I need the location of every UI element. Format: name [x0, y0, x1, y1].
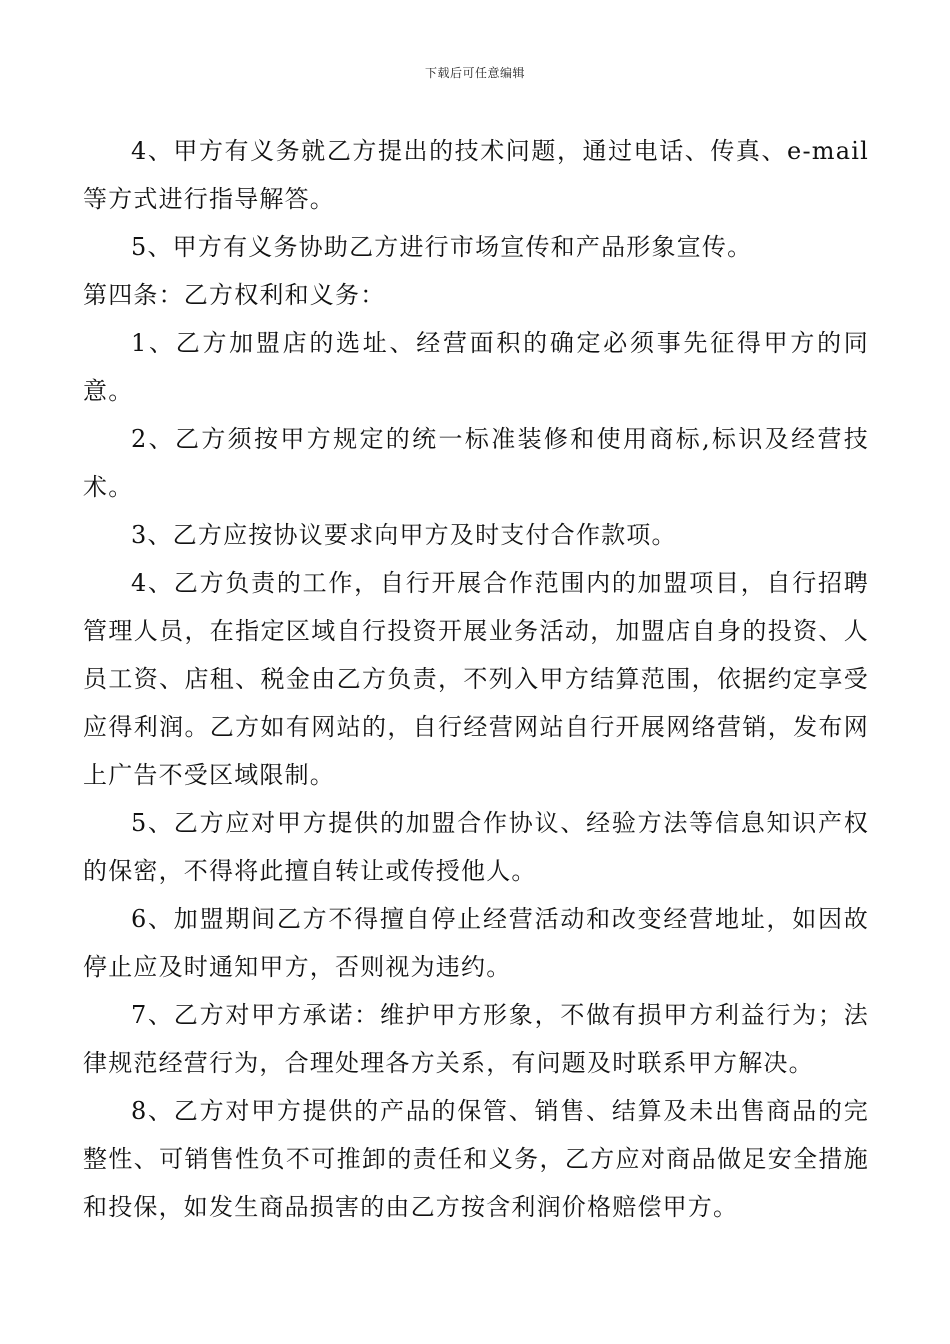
page-header: 下载后可任意编辑: [424, 66, 525, 80]
clause-4-item-4: 4、乙方负责的工作，自行开展合作范围内的加盟项目，自行招聘管理人员，在指定区域自行投资开展业务活动，加盟店自身的投资、人员工资、店租、税金由乙方负责，不列入甲方结算范围，依据约定享受应得利润。乙方如有网站的，自行经营网站自行开展网络营销，发布网上广告不受区域限制。: [83, 569, 869, 789]
document-body: [83, 127, 869, 1231]
section-heading-article-4: 第四条：乙方权利和义务：: [83, 281, 386, 309]
clause-4-item-7: 7、乙方对甲方承诺：维护甲方形象，不做有损甲方利益行为；法律规范经营行为，合理处理各方关系，有问题及时联系甲方解决。: [83, 1001, 869, 1077]
clause-4-item-3: 3、乙方应按协议要求向甲方及时支付合作款项。: [131, 521, 677, 549]
clause-3-item-5: 5、甲方有义务协助乙方进行市场宣传和产品形象宣传。: [131, 233, 753, 261]
clause-4-item-6: 6、加盟期间乙方不得擅自停止经营活动和改变经营地址，如因故停止应及时通知甲方，否则视为违约。: [83, 905, 869, 981]
clause-3-item-4: 4、甲方有义务就乙方提出的技术问题，通过电话、传真、e-mail等方式进行指导解答。: [83, 137, 869, 213]
clause-4-item-1: 1、乙方加盟店的选址、经营面积的确定必须事先征得甲方的同意。: [83, 329, 869, 405]
clause-4-item-8: 8、乙方对甲方提供的产品的保管、销售、结算及未出售商品的完整性、可销售性负不可推卸的责任和义务，乙方应对商品做足安全措施和投保，如发生商品损害的由乙方按含利润价格赔偿甲方。: [83, 1097, 869, 1221]
clause-4-item-5: 5、乙方应对甲方提供的加盟合作协议、经验方法等信息知识产权的保密，不得将此擅自转让或传授他人。: [83, 809, 869, 885]
clause-4-item-2: 2、乙方须按甲方规定的统一标准装修和使用商标,标识及经营技术。: [83, 425, 869, 501]
